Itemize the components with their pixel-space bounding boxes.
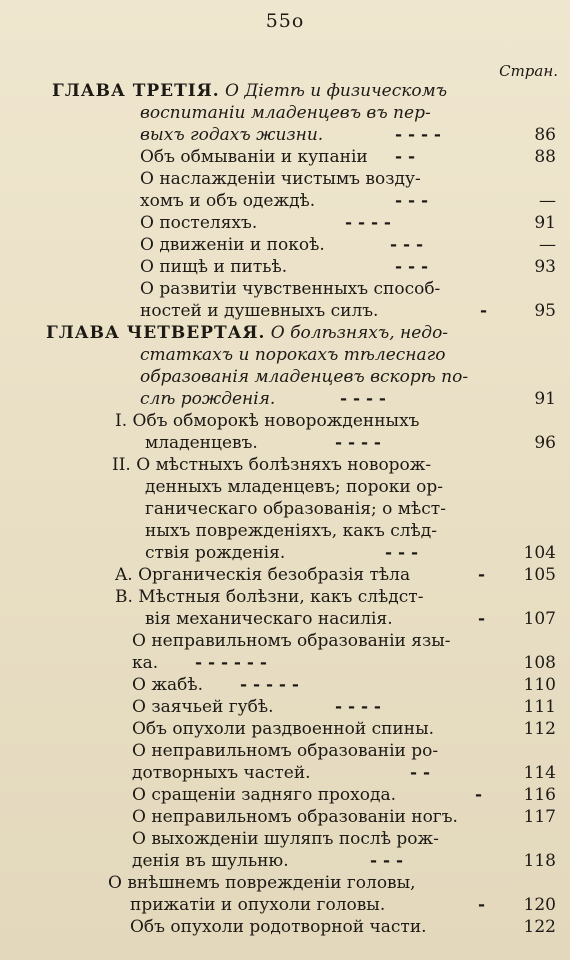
page-reference: 95	[534, 301, 556, 321]
page-reference: —	[539, 191, 556, 211]
page-reference: 111	[523, 697, 556, 717]
toc-line	[0, 300, 570, 322]
toc-entry-text	[132, 718, 434, 740]
entry-text-part: О Діетѣ и физическомъ	[219, 81, 448, 101]
page-reference: 96	[534, 433, 556, 453]
entry-text-part: выхъ годахъ жизни.	[140, 125, 324, 145]
entry-text-part: образованія младенцевъ вскорѣ по-	[140, 367, 469, 387]
toc-line	[0, 740, 570, 762]
dot-leader: -	[478, 895, 486, 915]
toc-line	[0, 916, 570, 938]
toc-line	[0, 102, 570, 124]
toc-line	[0, 168, 570, 190]
toc-line	[0, 718, 570, 740]
entry-text-part: О сращеніи задняго прохода.	[132, 785, 396, 805]
dot-leader: -	[478, 609, 486, 629]
toc-entry-text	[145, 432, 258, 454]
entry-text-part: О неправильномъ образованіи язы-	[132, 631, 451, 651]
toc-line	[0, 850, 570, 872]
toc-line	[0, 124, 570, 146]
entry-text-part: I. Объ обморокѣ новорожденныхъ	[115, 411, 420, 431]
toc-entry-text	[132, 762, 311, 784]
toc-line	[0, 608, 570, 630]
toc-line	[0, 322, 570, 344]
toc-entry-text	[132, 630, 451, 652]
page-number: 55o	[265, 10, 305, 32]
dot-leader: - - - -	[395, 125, 441, 145]
dot-leader: - - - -	[340, 389, 386, 409]
page-reference: 110	[523, 675, 556, 695]
page-reference: 88	[534, 147, 556, 167]
chapter-heading: ГЛАВА ЧЕТВЕРТАЯ.	[46, 323, 266, 343]
toc-line	[0, 894, 570, 916]
toc-line	[0, 80, 570, 102]
dot-leader: - -	[395, 147, 416, 167]
entry-text-part: О пищѣ и питьѣ.	[140, 257, 288, 277]
toc-line	[0, 366, 570, 388]
entry-text-part: младенцевъ.	[145, 433, 258, 453]
entry-text-part: ствія рожденія.	[145, 543, 286, 563]
toc-line	[0, 542, 570, 564]
toc-entry-text	[115, 564, 410, 586]
toc-entry-text	[140, 146, 368, 168]
entry-text-part: слѣ рожденія.	[140, 389, 276, 409]
entry-text-part: ныхъ поврежденіяхъ, какъ слѣд-	[145, 521, 438, 541]
toc-line	[0, 498, 570, 520]
toc-entry-text	[112, 454, 431, 476]
toc-entry-text	[140, 234, 325, 256]
page-reference: 91	[534, 389, 556, 409]
toc-line	[0, 190, 570, 212]
entry-text-part: статкахъ и порокахъ тѣлеснаго	[140, 345, 446, 365]
toc-entry-text	[140, 190, 315, 212]
toc-entry-text	[115, 410, 420, 432]
toc-line	[0, 212, 570, 234]
toc-entry-text	[140, 168, 421, 190]
entry-text-part: A. Органическія безобразія тѣла	[115, 565, 411, 585]
entry-text-part: Объ опухоли родотворной части.	[130, 917, 427, 937]
toc-line	[0, 256, 570, 278]
dot-leader: - - -	[395, 191, 429, 211]
chapter-heading: ГЛАВА ТРЕТІЯ.	[52, 81, 220, 101]
toc-line	[0, 652, 570, 674]
toc-entry-text	[145, 608, 393, 630]
entry-text-part: II. О мѣстныхъ болѣзняхъ новорож-	[112, 455, 432, 475]
page-reference: 114	[523, 763, 556, 783]
toc-entry-text	[132, 674, 203, 696]
toc-line	[0, 344, 570, 366]
toc-entry-text	[132, 740, 438, 762]
dot-leader: - - -	[370, 851, 404, 871]
toc-line	[0, 806, 570, 828]
toc-line	[0, 696, 570, 718]
page-reference: 108	[523, 653, 556, 673]
toc-entry-text	[132, 850, 289, 872]
page-reference: 118	[523, 851, 556, 871]
dot-leader: - - - - -	[240, 675, 299, 695]
entry-text-part: О неправильномъ образованіи ногъ.	[132, 807, 458, 827]
dot-leader: -	[480, 301, 488, 321]
entry-text-part: О неправильномъ образованіи ро-	[132, 741, 439, 761]
toc-entry-text	[140, 388, 275, 410]
page-reference: 107	[523, 609, 556, 629]
toc-line	[0, 476, 570, 498]
page-reference: 104	[523, 543, 556, 563]
page-reference: 93	[534, 257, 556, 277]
entry-text-part: О постеляхъ.	[140, 213, 258, 233]
toc-line	[0, 828, 570, 850]
toc-entry-text	[145, 520, 437, 542]
toc-entry-text	[140, 212, 257, 234]
toc-entry-text	[145, 476, 443, 498]
entry-text-part: прижатіи и опухоли головы.	[130, 895, 386, 915]
dot-leader: - - - -	[335, 433, 381, 453]
entry-text-part: ка.	[132, 653, 159, 673]
dot-leader: -	[475, 785, 483, 805]
dot-leader: - - - -	[335, 697, 381, 717]
entry-text-part: О заячьей губѣ.	[132, 697, 274, 717]
page-reference: —	[539, 235, 556, 255]
toc-entry-text	[140, 256, 287, 278]
entry-text-part: О болѣзняхъ, недо-	[265, 323, 449, 343]
toc-line	[0, 520, 570, 542]
toc-line	[0, 278, 570, 300]
page-reference: 120	[523, 895, 556, 915]
toc-entry-text	[140, 124, 323, 146]
toc-entry-text	[140, 366, 468, 388]
dot-leader: - - -	[390, 235, 424, 255]
toc-entry-text	[132, 696, 274, 718]
entry-text-part: О развитіи чувственныхъ способ-	[140, 279, 441, 299]
entry-text-part: О внѣшнемъ поврежденіи головы,	[108, 873, 416, 893]
toc-line	[0, 762, 570, 784]
column-header-pages: Стран.	[499, 62, 558, 80]
entry-text-part: дотворныхъ частей.	[132, 763, 311, 783]
dot-leader: - -	[410, 763, 431, 783]
entry-text-part: хомъ и объ одеждѣ.	[140, 191, 316, 211]
dot-leader: - - -	[385, 543, 419, 563]
toc-entry-text	[130, 916, 427, 938]
entry-text-part: Объ опухоли раздвоенной спины.	[132, 719, 435, 739]
toc-line	[0, 674, 570, 696]
toc-entry-text	[140, 300, 378, 322]
toc-line	[0, 564, 570, 586]
page-reference: 112	[523, 719, 556, 739]
dot-leader: -	[478, 565, 486, 585]
toc-line	[0, 432, 570, 454]
dot-leader: - - - -	[345, 213, 391, 233]
entry-text-part: денныхъ младенцевъ; пороки ор-	[145, 477, 443, 497]
toc-line	[0, 630, 570, 652]
entry-text-part: О наслажденіи чистымъ возду-	[140, 169, 421, 189]
toc-line	[0, 234, 570, 256]
dot-leader: - - -	[395, 257, 429, 277]
entry-text-part: вія механическаго насилія.	[145, 609, 393, 629]
entry-text-part: ганическаго образованія; о мѣст-	[145, 499, 446, 519]
toc-entry-text	[145, 498, 446, 520]
page-reference: 122	[523, 917, 556, 937]
toc-entry-text	[132, 784, 396, 806]
toc-entry-text	[115, 586, 423, 608]
page-reference: 91	[534, 213, 556, 233]
toc-entry-text	[140, 344, 445, 366]
toc-entry-text	[132, 806, 458, 828]
toc-entry-text	[108, 872, 416, 894]
toc-line	[0, 872, 570, 894]
toc-entry-text	[145, 542, 285, 564]
toc-entry-text	[140, 102, 431, 124]
entry-text-part: О жабѣ.	[132, 675, 204, 695]
page-reference: 105	[523, 565, 556, 585]
page-reference: 117	[523, 807, 556, 827]
toc-line	[0, 410, 570, 432]
toc-line	[0, 388, 570, 410]
entry-text-part: О движеніи и покоѣ.	[140, 235, 325, 255]
toc-entry-text	[52, 80, 447, 102]
toc-line	[0, 784, 570, 806]
toc-line	[0, 146, 570, 168]
toc-entry-text	[46, 322, 448, 344]
toc-entry-text	[130, 894, 385, 916]
toc-entry-text	[132, 828, 439, 850]
toc-line	[0, 454, 570, 476]
entry-text-part: Объ обмываніи и купаніи	[140, 147, 368, 167]
entry-text-part: воспитаніи младенцевъ въ пер-	[140, 103, 431, 123]
toc-entry-text	[140, 278, 440, 300]
entry-text-part: денія въ шульню.	[132, 851, 289, 871]
toc-line	[0, 586, 570, 608]
dot-leader: - - - - - -	[195, 653, 267, 673]
entry-text-part: B. Мѣстныя болѣзни, какъ слѣдст-	[115, 587, 424, 607]
entry-text-part: ностей и душевныхъ силъ.	[140, 301, 379, 321]
toc-entry-text	[132, 652, 158, 674]
page-reference: 86	[534, 125, 556, 145]
page-reference: 116	[523, 785, 556, 805]
entry-text-part: О выхожденіи шуляпъ послѣ рож-	[132, 829, 439, 849]
